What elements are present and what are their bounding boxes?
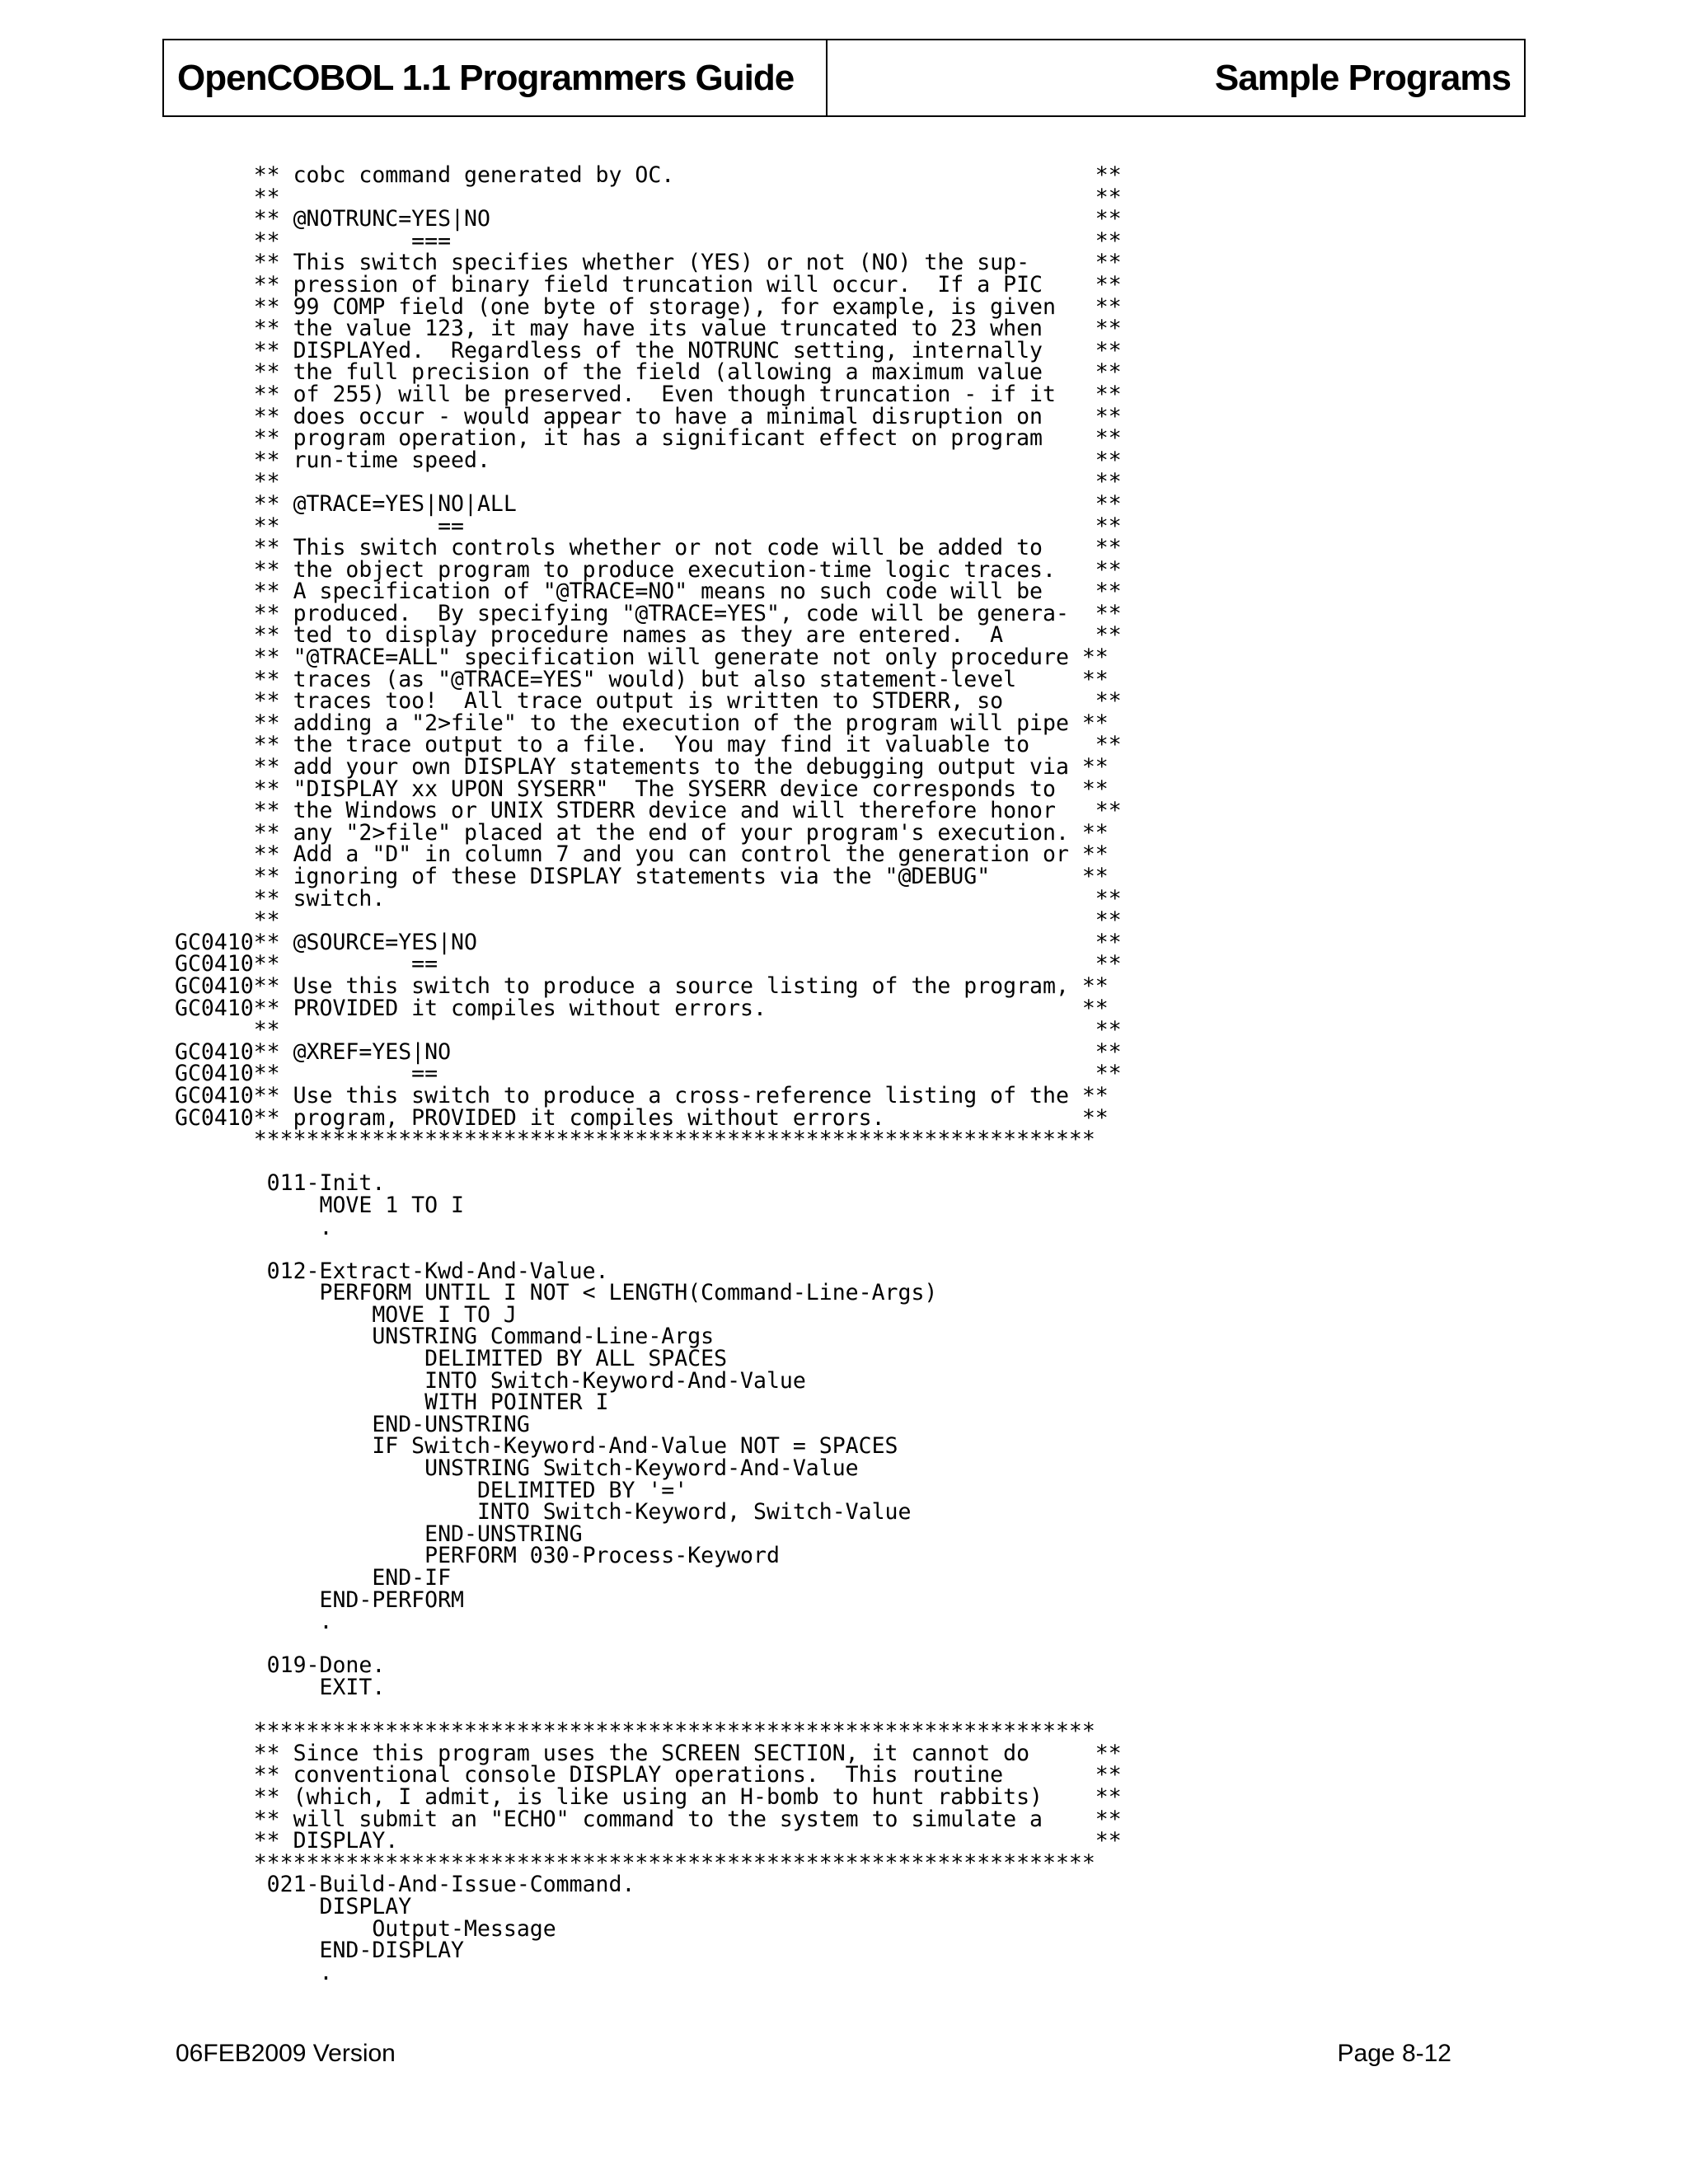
- code-line: ** cobc command generated by OC. **: [175, 162, 1122, 188]
- code-line: MOVE I TO J: [175, 1301, 517, 1328]
- code-line: GC0410** == **: [175, 951, 1122, 977]
- code-line: ** "@TRACE=ALL" specification will generate not only procedure **: [175, 644, 1109, 671]
- code-line: ** traces too! All trace output is written to STDERR, so **: [175, 688, 1122, 715]
- code-line: ****************************************************************: [175, 1127, 1095, 1153]
- code-line: DELIMITED BY ALL SPACES: [175, 1346, 728, 1372]
- code-line: ** run-time speed. **: [175, 447, 1122, 473]
- code-line: ** Since this program uses the SCREEN SECTION, it cannot do **: [175, 1740, 1122, 1766]
- code-line: ** This switch specifies whether (YES) or not (NO) the sup- **: [175, 250, 1122, 276]
- code-line: [175, 1633, 1122, 1656]
- code-line: ** 99 COMP field (one byte of storage), for example, is given **: [175, 293, 1122, 320]
- code-line: ** A specification of "@TRACE=NO" means no such code will be **: [175, 579, 1122, 605]
- code-line: GC0410** @XREF=YES|NO **: [175, 1038, 1122, 1065]
- code-line: ** traces (as "@TRACE=YES" would) but also statement-level **: [175, 666, 1109, 692]
- version-label: 06FEB2009 Version: [176, 2040, 396, 2067]
- code-line: ** DISPLAYed. Regardless of the NOTRUNC setting, internally **: [175, 337, 1122, 363]
- code-line: END-IF: [175, 1565, 452, 1591]
- code-line: ** any "2>file" placed at the end of your program's execution. **: [175, 819, 1109, 846]
- code-line: ** (which, I admit, is like using an H-bomb to hunt rabbits) **: [175, 1783, 1122, 1810]
- code-line: ** the full precision of the field (allowing a maximum value **: [175, 359, 1122, 386]
- code-line: 012-Extract-Kwd-And-Value.: [175, 1258, 609, 1284]
- code-line: ** **: [175, 907, 1122, 934]
- code-line: ** of 255) will be preserved. Even though truncation - if it **: [175, 381, 1122, 407]
- code-line: IF Switch-Keyword-And-Value NOT = SPACES: [175, 1433, 898, 1460]
- code-line: ** pression of binary field truncation will occur. If a PIC **: [175, 271, 1122, 298]
- page-header: [162, 39, 1526, 117]
- code-line: END-UNSTRING: [175, 1521, 583, 1547]
- code-line: PERFORM 030-Process-Keyword: [175, 1543, 780, 1569]
- code-line: UNSTRING Command-Line-Args: [175, 1324, 715, 1350]
- code-line: ** add your own DISPLAY statements to the debugging output via **: [175, 754, 1109, 780]
- code-line: ****************************************************************: [175, 1849, 1095, 1876]
- code-line: END-UNSTRING: [175, 1411, 530, 1437]
- code-line: ** This switch controls whether or not code will be added to **: [175, 535, 1122, 561]
- code-line: ** === **: [175, 227, 1122, 254]
- code-line: ** will submit an "ECHO" command to the system to simulate a **: [175, 1806, 1122, 1832]
- code-line: ** ted to display procedure names as they are entered. A **: [175, 622, 1122, 649]
- code-line: ** **: [175, 1017, 1122, 1043]
- code-line: END-DISPLAY: [175, 1938, 464, 1964]
- code-line: ** the value 123, it may have its value truncated to 23 when **: [175, 316, 1122, 342]
- code-line: DISPLAY: [175, 1893, 412, 1919]
- code-line: ** the Windows or UNIX STDERR device and will therefore honor **: [175, 798, 1122, 824]
- code-line: ****************************************************************: [175, 1718, 1095, 1745]
- code-line: GC0410** @SOURCE=YES|NO **: [175, 929, 1122, 955]
- code-line: [175, 1239, 1122, 1261]
- code-line: ** DISPLAY. **: [175, 1828, 1122, 1854]
- code-line: ** program operation, it has a significant effect on program **: [175, 425, 1122, 452]
- code-line: ** the trace output to a file. You may find it valuable to **: [175, 732, 1122, 758]
- code-line: END-PERFORM: [175, 1586, 464, 1613]
- code-line: 019-Done.: [175, 1652, 386, 1679]
- code-line: ** produced. By specifying "@TRACE=YES", code will be genera- **: [175, 600, 1122, 626]
- code-line: UNSTRING Switch-Keyword-And-Value: [175, 1455, 859, 1482]
- code-line: 011-Init.: [175, 1170, 386, 1197]
- code-line: PERFORM UNTIL I NOT < LENGTH(Command-Line-Args): [175, 1280, 938, 1306]
- code-line: ** adding a "2>file" to the execution of the program will pipe **: [175, 710, 1109, 736]
- code-line: GC0410** Use this switch to produce a cross-reference listing of the **: [175, 1082, 1109, 1108]
- code-line: ** the object program to produce execution-time logic traces. **: [175, 556, 1122, 583]
- code-line: .: [175, 1959, 333, 1985]
- code-line: INTO Switch-Keyword, Switch-Value: [175, 1499, 912, 1526]
- code-line: 021-Build-And-Issue-Command.: [175, 1872, 635, 1898]
- code-line: DELIMITED BY '=': [175, 1477, 688, 1503]
- code-line: ** **: [175, 469, 1122, 495]
- code-line: ** ignoring of these DISPLAY statements via the "@DEBUG" **: [175, 864, 1109, 889]
- code-line: ** does occur - would appear to have a minimal disruption on **: [175, 403, 1122, 429]
- code-line: MOVE 1 TO I: [175, 1192, 464, 1218]
- code-line: [175, 1699, 1122, 1722]
- code-line: INTO Switch-Keyword-And-Value: [175, 1367, 806, 1394]
- code-line: .: [175, 1214, 333, 1240]
- code-line: GC0410** program, PROVIDED it compiles without errors. **: [175, 1104, 1109, 1131]
- code-line: GC0410** == **: [175, 1061, 1122, 1087]
- code-line: .: [175, 1609, 333, 1635]
- code-line: GC0410** Use this switch to produce a source listing of the program, **: [175, 972, 1109, 999]
- code-line: ** Add a "D" in column 7 and you can control the generation or **: [175, 841, 1109, 868]
- section-title: Sample Programs: [1214, 57, 1511, 98]
- code-line: ** "DISPLAY xx UPON SYSERR" The SYSERR device corresponds to **: [175, 776, 1109, 802]
- code-line: ** @NOTRUNC=YES|NO **: [175, 206, 1122, 232]
- guide-title: OpenCOBOL 1.1 Programmers Guide: [164, 40, 828, 115]
- code-line: ** **: [175, 184, 1122, 210]
- code-line: [175, 1151, 1122, 1174]
- code-line: ** switch. **: [175, 885, 1122, 912]
- code-line: GC0410** PROVIDED it compiles without errors. **: [175, 995, 1109, 1021]
- code-listing: [175, 162, 1122, 1985]
- code-line: WITH POINTER I: [175, 1390, 609, 1416]
- code-line: EXIT.: [175, 1674, 386, 1700]
- code-line: ** conventional console DISPLAY operations. This routine **: [175, 1762, 1122, 1788]
- code-line: ** @TRACE=YES|NO|ALL **: [175, 490, 1122, 517]
- code-line: Output-Message: [175, 1915, 556, 1942]
- page-number: Page 8-12: [1337, 2040, 1451, 2067]
- code-line: ** == **: [175, 513, 1122, 539]
